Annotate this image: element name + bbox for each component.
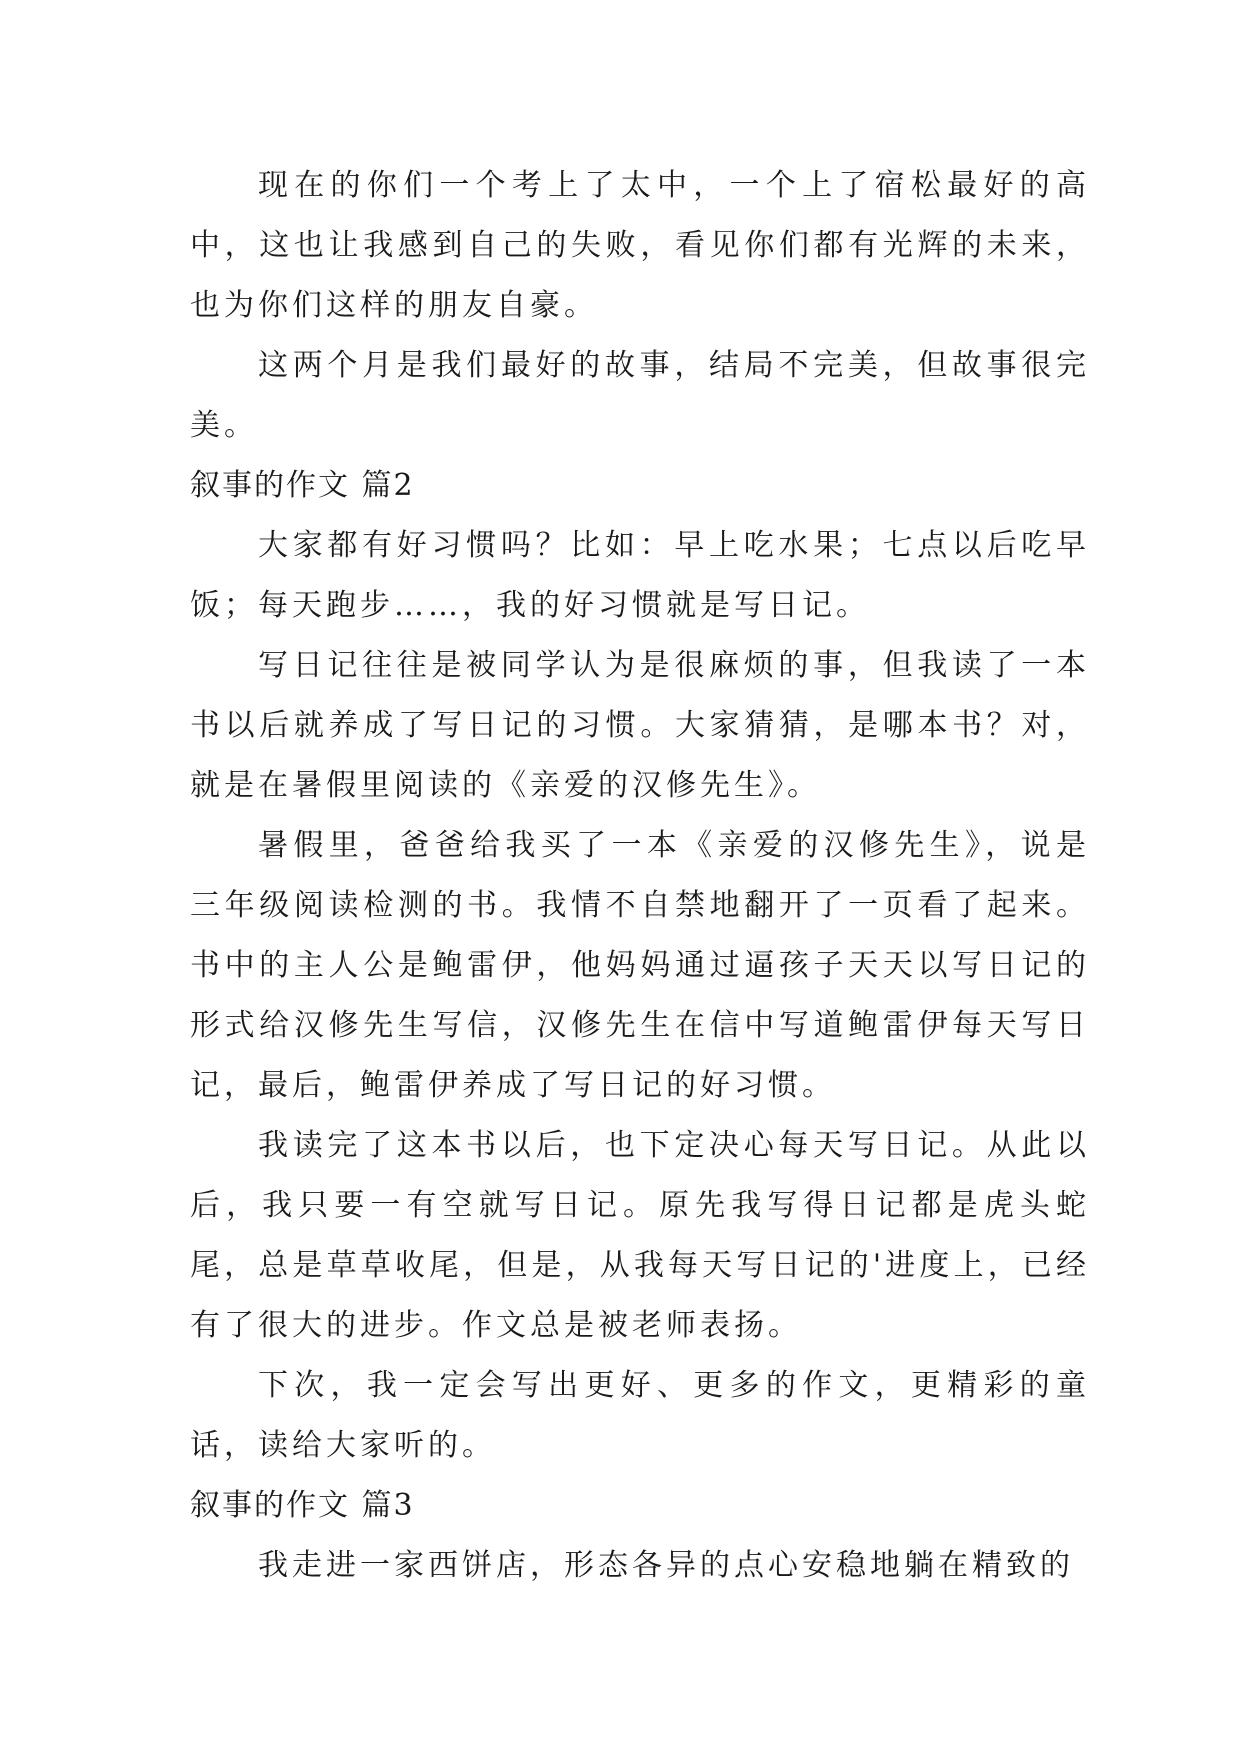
paragraph: 现在的你们一个考上了太中，一个上了宿松最好的高中，这也让我感到自己的失败，看见你们都有光辉的未来，也为你们这样的朋友自豪。 bbox=[190, 168, 1090, 323]
paragraph: 下次，我一定会写出更好、更多的作文，更精彩的童话，读给大家听的。 bbox=[190, 1368, 1090, 1463]
section-heading: 叙事的作文 篇3 bbox=[190, 1488, 415, 1523]
section-heading: 叙事的作文 篇2 bbox=[190, 468, 415, 503]
paragraph: 暑假里，爸爸给我买了一本《亲爱的汉修先生》，说是三年级阅读检测的书。我情不自禁地翻开了一页看了起来。书中的主人公是鲍雷伊，他妈妈通过逼孩子天天以写日记的形式给汉修先生写信，汉修先生在信中写道鲍雷伊每天写日记，最后，鲍雷伊养成了写日记的好习惯。 bbox=[190, 828, 1090, 1103]
paragraph: 我走进一家西饼店，形态各异的点心安稳地躺在精致的 bbox=[258, 1548, 1074, 1583]
document-body bbox=[190, 156, 1090, 1596]
paragraph: 大家都有好习惯吗？比如：早上吃水果；七点以后吃早饭；每天跑步……，我的好习惯就是写日记。 bbox=[190, 528, 1090, 623]
paragraph: 这两个月是我们最好的故事，结局不完美，但故事很完美。 bbox=[190, 348, 1090, 443]
paragraph: 我读完了这本书以后，也下定决心每天写日记。从此以后，我只要一有空就写日记。原先我写得日记都是虎头蛇尾，总是草草收尾，但是，从我每天写日记的'进度上，已经有了很大的进步。作文总是被老师表扬。 bbox=[190, 1128, 1090, 1343]
paragraph: 写日记往往是被同学认为是很麻烦的事，但我读了一本书以后就养成了写日记的习惯。大家猜猜，是哪本书？对，就是在暑假里阅读的《亲爱的汉修先生》。 bbox=[190, 648, 1090, 803]
